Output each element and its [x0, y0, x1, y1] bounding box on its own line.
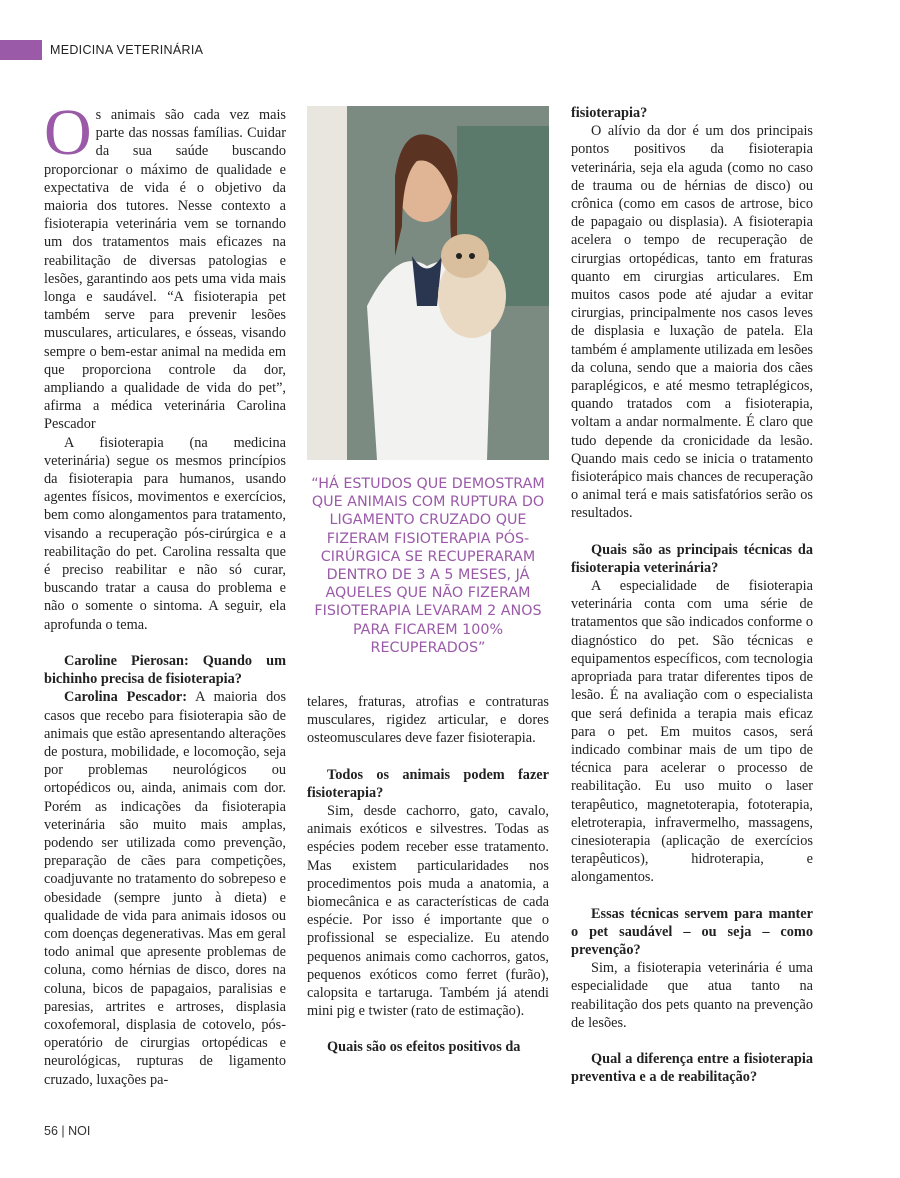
question-heading-start: Quais são os efeitos positivos da — [327, 1039, 521, 1056]
answer-paragraph: A especialidade de fisioterapia veterinária conta com uma série de tratamentos que são indicados conforme o diagnóstico do pet. São técnicas e equipamentos específicos, com tecnologia apropriada para tratar diferentes tipos de lesão. É na avaliação com o especialista que será definida a terapia mais eficaz para o pet. Em muitos casos, será indicado combinar mais de um tipo de técnica para acelerar o processo de reabilitação. Eu uso muito o laser terapêutico, magnetoterapia, fototerapia, eletroterapia, infravermelho, massagens, cinesioterapia (aplicação de exercícios terapêuticos), hidroterapia, e alongamentos. — [571, 578, 813, 886]
answer-paragraph: Sim, desde cachorro, gato, cavalo, animais exóticos e silvestres. Todas as espécies podem receber esse tratamento. Mas existem particularidades nos procedimentos pois muda a anatomia, a biomecânica e as características de cada espécie. Por isso é importante que o profissional se especialize. Eu atendo pequenos animais como cachorros, gatos, pequenos exóticos como ferret (furão), calopsita e tartaruga. Também já atendi mini pig e twister (rato de estimação). — [307, 803, 549, 1020]
answer-paragraph: Carolina Pescador: A maioria dos casos que recebo para fisioterapia são de animais que estão apresentando alterações de postura, mobilidade, e locomoção, seja por problemas neurológicos ou ortopédicos ou, ainda, animais com dor. Porém as indicações da fisioterapia veterinária são muito mais amplas, podendo ser utilizada como prevenção, preparação de cães para competições, coadjuvante no tratamento do sobrepeso e obesidade (sempre junto à dieta) e qualidade de vida para animais idosos ou com doenças degenerativas. Mas em geral todo animal que apresente problemas de coluna, como hérnias de disco, dores na coluna, bicos de papagaios, paralisias e paresias, artrites e artroses, displasia coxofemoral, displasia de cotovelo, pós-operatório de cirurgias ortopédicas e neurológicas, rupturas de ligamento cruzado, luxações pa- — [44, 689, 287, 1088]
question-heading: Qual a diferença entre a fisioterapia preventiva e a de reabilitação? — [571, 1050, 813, 1086]
question-heading: Quais são as principais técnicas da fisioterapia veterinária? — [571, 541, 813, 576]
section-tab-marker — [0, 40, 42, 60]
intro-paragraph: Os animais são cada vez mais parte das nossas famílias. Cuidar da sua saúde buscando proporcionar o máximo de qualidade e expectativa de vida é o objetivo da maioria dos tutores. Nesse contexto a fisioterapia veterinária vem se tornando um dos tratamentos mais eficazes na reabilitação de diversas patologias e lesões, garantindo aos pets uma vida mais longa e saudável. “A fisioterapia pet também serve para prevenir lesões musculares, articulares, e ósseas, visando sempre o bem-estar animal na medida em que proporciona controle da dor, ampliando a qualidade de vida do pet”, afirma a médica veterinária Carolina Pescador — [44, 96, 286, 433]
section-title: MEDICINA VETERINÁRIA — [50, 43, 204, 57]
photo-veterinarian-with-dog — [307, 106, 549, 460]
paragraph: A fisioterapia (na medicina veterinária) segue os mesmos princípios da fisioterapia para humanos, usando agentes físicos, movimentos e exercícios, bem como alongamentos para tratamento, visando a recuperação pós-cirúrgica e a reabilitação do pet. Carolina ressalta que é preciso reabilitar e não só curar, buscando tratar a causa do problema e não o somente o sintoma. A seguir, ela aprofunda o tema. — [44, 434, 286, 633]
article-column-3 — [571, 104, 813, 1086]
drop-cap: O — [44, 96, 92, 169]
question-heading: Caroline Pierosan: Quando um bichinho precisa de fisioterapia? — [44, 652, 286, 688]
article-column-2 — [307, 693, 549, 1057]
paragraph-continued: telares, fraturas, atrofias e contraturas musculares, rigidez articular, e dores osteomusculares deve fazer fisioterapia. — [307, 694, 549, 747]
question-heading: Todos os animais podem fazer fisioterapia? — [307, 766, 549, 801]
pull-quote: “HÁ ESTUDOS QUE DEMOSTRAM QUE ANIMAIS COM RUPTURA DO LIGAMENTO CRUZADO QUE FIZERAM FISIOTERAPIA PÓS-CIRÚRGICA SE RECUPERARAM DENTRO DE 3 A 5 MESES, JÁ AQUELES QUE NÃO FIZERAM FISIOTERAPIA LEVARAM 2 ANOS PARA FICAREM 100% RECUPERADOS” — [311, 476, 545, 656]
answer-paragraph: O alívio da dor é um dos principais pontos positivos da fisioterapia veterinária, seja ela aguda (como no caso de trauma ou de hérnias de disco) ou crônica (como em casos de artrose, bico de papagaio ou displasia). A fisioterapia acelera o tempo de recuperação de cirurgias ortopédicas, tanto em fraturas quanto em cirurgias articulares. Em muitos casos pode até ajudar a evitar cirurgias, principalmente nos casos leves de displasia e luxação de patela. Ela também é amplamente utilizada em lesões da coluna, sendo que a maioria dos cães paraplégicos, e até mesmo tetraplégicos, quando tratados com a fisioterapia, voltam a andar normalmente. É claro que tudo depende da cronicidade da lesão. Quando mais cedo se inicia o tratamento fisioterápico mais chances de recuperação o animal terá e mais satisfatórios serão os resultados. — [571, 123, 813, 522]
photo-illustration — [307, 106, 549, 460]
answer-paragraph: Sim, a fisioterapia veterinária é uma especialidade que atua tanto na reabilitação dos pets quanto na prevenção de lesões. — [571, 960, 813, 1031]
question-heading-end: fisioterapia? — [571, 105, 648, 121]
page-number: 56 | NOI — [44, 1124, 91, 1138]
question-heading: Essas técnicas servem para manter o pet saudável – ou seja – como prevenção? — [571, 905, 813, 958]
article-column-1 — [44, 96, 287, 1089]
